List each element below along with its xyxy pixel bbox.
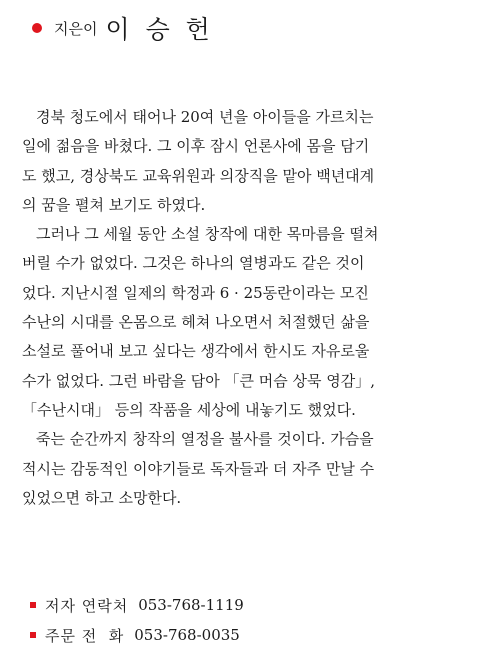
square-bullet-icon [30, 602, 36, 608]
bio-line: 었다. 지난시절 일제의 학정과 6 · 25동란이라는 모진 [22, 283, 369, 302]
bio-line: 그러나 그 세월 동안 소설 창작에 대한 목마름을 떨쳐 [36, 225, 379, 244]
bio-line: 적시는 감동적인 이야기들로 독자들과 더 자주 만날 수 [22, 459, 375, 478]
bio-line: 소설로 풀어내 보고 싶다는 생각에서 한시도 자유로울 [22, 342, 370, 361]
bio-line: 죽는 순간까지 창작의 열정을 불사를 것이다. 가슴을 [36, 430, 374, 449]
red-bullet-icon [32, 23, 42, 33]
square-bullet-icon [30, 632, 36, 638]
bio-line: 있었으면 하고 소망한다. [22, 488, 182, 507]
bio-line: 「수난시대」 등의 작품을 세상에 내놓기도 했었다. [22, 400, 356, 419]
order-contact-label: 주문 전 화 [45, 626, 125, 645]
bio-line: 수난의 시대를 온몸으로 헤쳐 나오면서 처절했던 삶을 [22, 313, 370, 332]
bio-line: 버릴 수가 없었다. 그것은 하나의 열병과도 같은 것이 [22, 254, 365, 273]
author-label: 지은이 [54, 19, 98, 38]
author-phone: 053-768-1119 [138, 596, 244, 614]
author-header [32, 12, 214, 44]
author-bio [22, 103, 480, 513]
order-contact-row [30, 620, 244, 650]
bio-line: 일에 젊음을 바쳤다. 그 이후 잠시 언론사에 몸을 담기 [22, 137, 370, 156]
contact-info [30, 590, 244, 650]
author-contact-label: 저자 연락처 [45, 596, 129, 615]
bio-line: 의 꿈을 펼쳐 보기도 하였다. [22, 195, 206, 214]
bio-line: 도 했고, 경상북도 교육위원과 의장직을 맡아 백년대계 [22, 166, 375, 185]
bio-line: 수가 없었다. 그런 바람을 담아 「큰 머슴 상묵 영감」, [22, 371, 375, 390]
author-contact-row [30, 590, 244, 620]
bio-line: 경북 청도에서 태어나 20여 년을 아이들을 가르치는 [36, 108, 374, 126]
order-phone: 053-768-0035 [134, 626, 240, 644]
author-name: 이 승 헌 [105, 15, 214, 44]
